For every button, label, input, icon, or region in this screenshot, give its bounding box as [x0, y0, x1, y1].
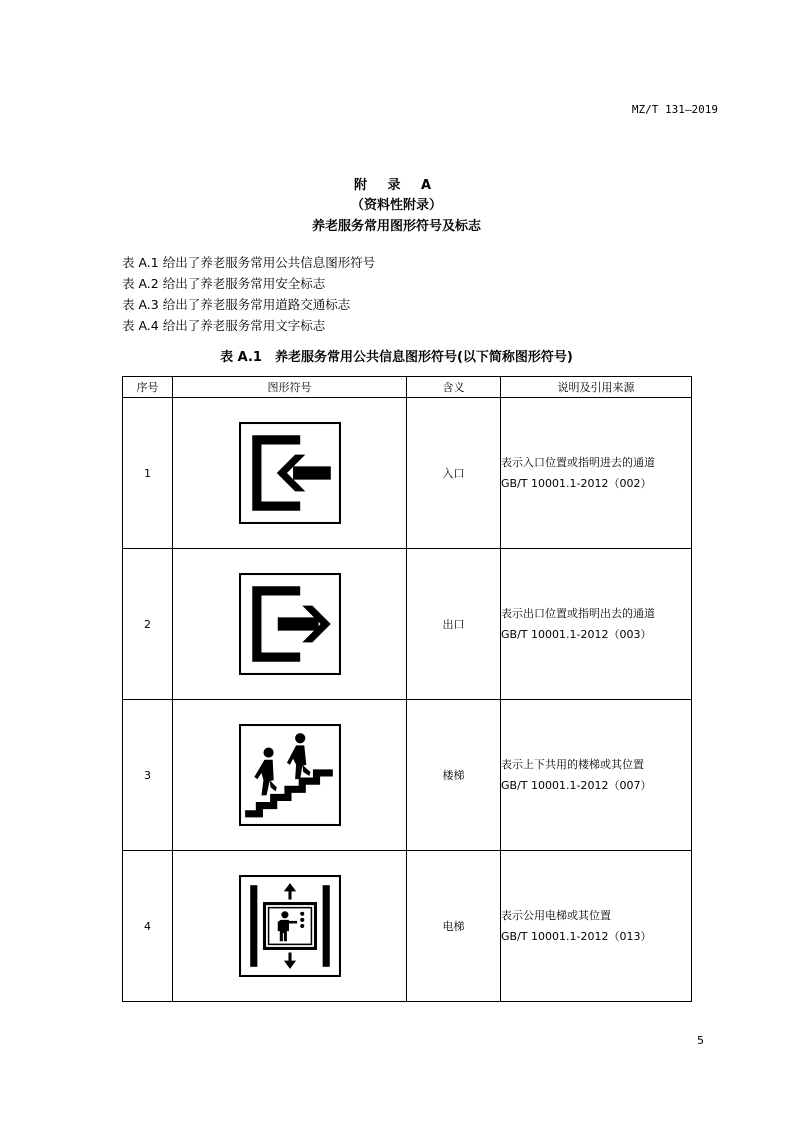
description-cell — [501, 700, 692, 851]
table-caption: 表 A.1 养老服务常用公共信息图形符号(以下简称图形符号) — [220, 350, 573, 365]
source-reference: GB/T 10001.1-2012（003） — [501, 628, 652, 641]
intro-line: 表 A.1 给出了养老服务常用公共信息图形符号 — [122, 255, 376, 270]
meaning-cell: 出口 — [407, 549, 501, 700]
symbol-cell — [173, 851, 407, 1002]
symbol-cell — [173, 398, 407, 549]
stairs-icon — [239, 724, 341, 826]
intro-line: 表 A.4 给出了养老服务常用文字标志 — [122, 318, 326, 333]
table-row — [123, 398, 692, 549]
description-text: 表示出口位置或指明出去的通道 — [501, 607, 655, 620]
entrance-icon — [239, 422, 341, 524]
source-reference: GB/T 10001.1-2012（013） — [501, 930, 652, 943]
intro-list — [122, 252, 375, 336]
page-number: 5 — [697, 1034, 704, 1047]
row-number: 4 — [123, 851, 173, 1002]
standard-code: MZ/T 131—2019 — [631, 103, 718, 116]
column-header-description: 说明及引用来源 — [501, 377, 692, 398]
column-header-meaning: 含义 — [407, 377, 501, 398]
meaning-cell: 入口 — [407, 398, 501, 549]
row-number: 2 — [123, 549, 173, 700]
description-cell — [501, 398, 692, 549]
description-cell — [501, 851, 692, 1002]
description-text: 表示上下共用的楼梯或其位置 — [501, 758, 644, 771]
row-number: 3 — [123, 700, 173, 851]
description-text: 表示公用电梯或其位置 — [501, 909, 611, 922]
table-row — [123, 700, 692, 851]
source-reference: GB/T 10001.1-2012（007） — [501, 779, 652, 792]
intro-line: 表 A.2 给出了养老服务常用安全标志 — [122, 276, 326, 291]
row-number: 1 — [123, 398, 173, 549]
column-header-no: 序号 — [123, 377, 173, 398]
symbol-cell — [173, 700, 407, 851]
column-header-symbol: 图形符号 — [173, 377, 407, 398]
table-header-row — [123, 377, 692, 398]
appendix-title: 附 录 A — [353, 178, 440, 193]
elevator-icon — [239, 875, 341, 977]
source-reference: GB/T 10001.1-2012（002） — [501, 477, 652, 490]
meaning-cell: 楼梯 — [407, 700, 501, 851]
intro-line: 表 A.3 给出了养老服务常用道路交通标志 — [122, 297, 351, 312]
exit-icon — [239, 573, 341, 675]
meaning-cell: 电梯 — [407, 851, 501, 1002]
symbol-cell — [173, 549, 407, 700]
symbols-table — [122, 376, 692, 1002]
description-cell — [501, 549, 692, 700]
appendix-heading: 养老服务常用图形符号及标志 — [311, 219, 481, 234]
description-text: 表示入口位置或指明进去的通道 — [501, 456, 655, 469]
table-row — [123, 549, 692, 700]
appendix-subtitle: （资料性附录） — [350, 198, 442, 213]
table-row — [123, 851, 692, 1002]
